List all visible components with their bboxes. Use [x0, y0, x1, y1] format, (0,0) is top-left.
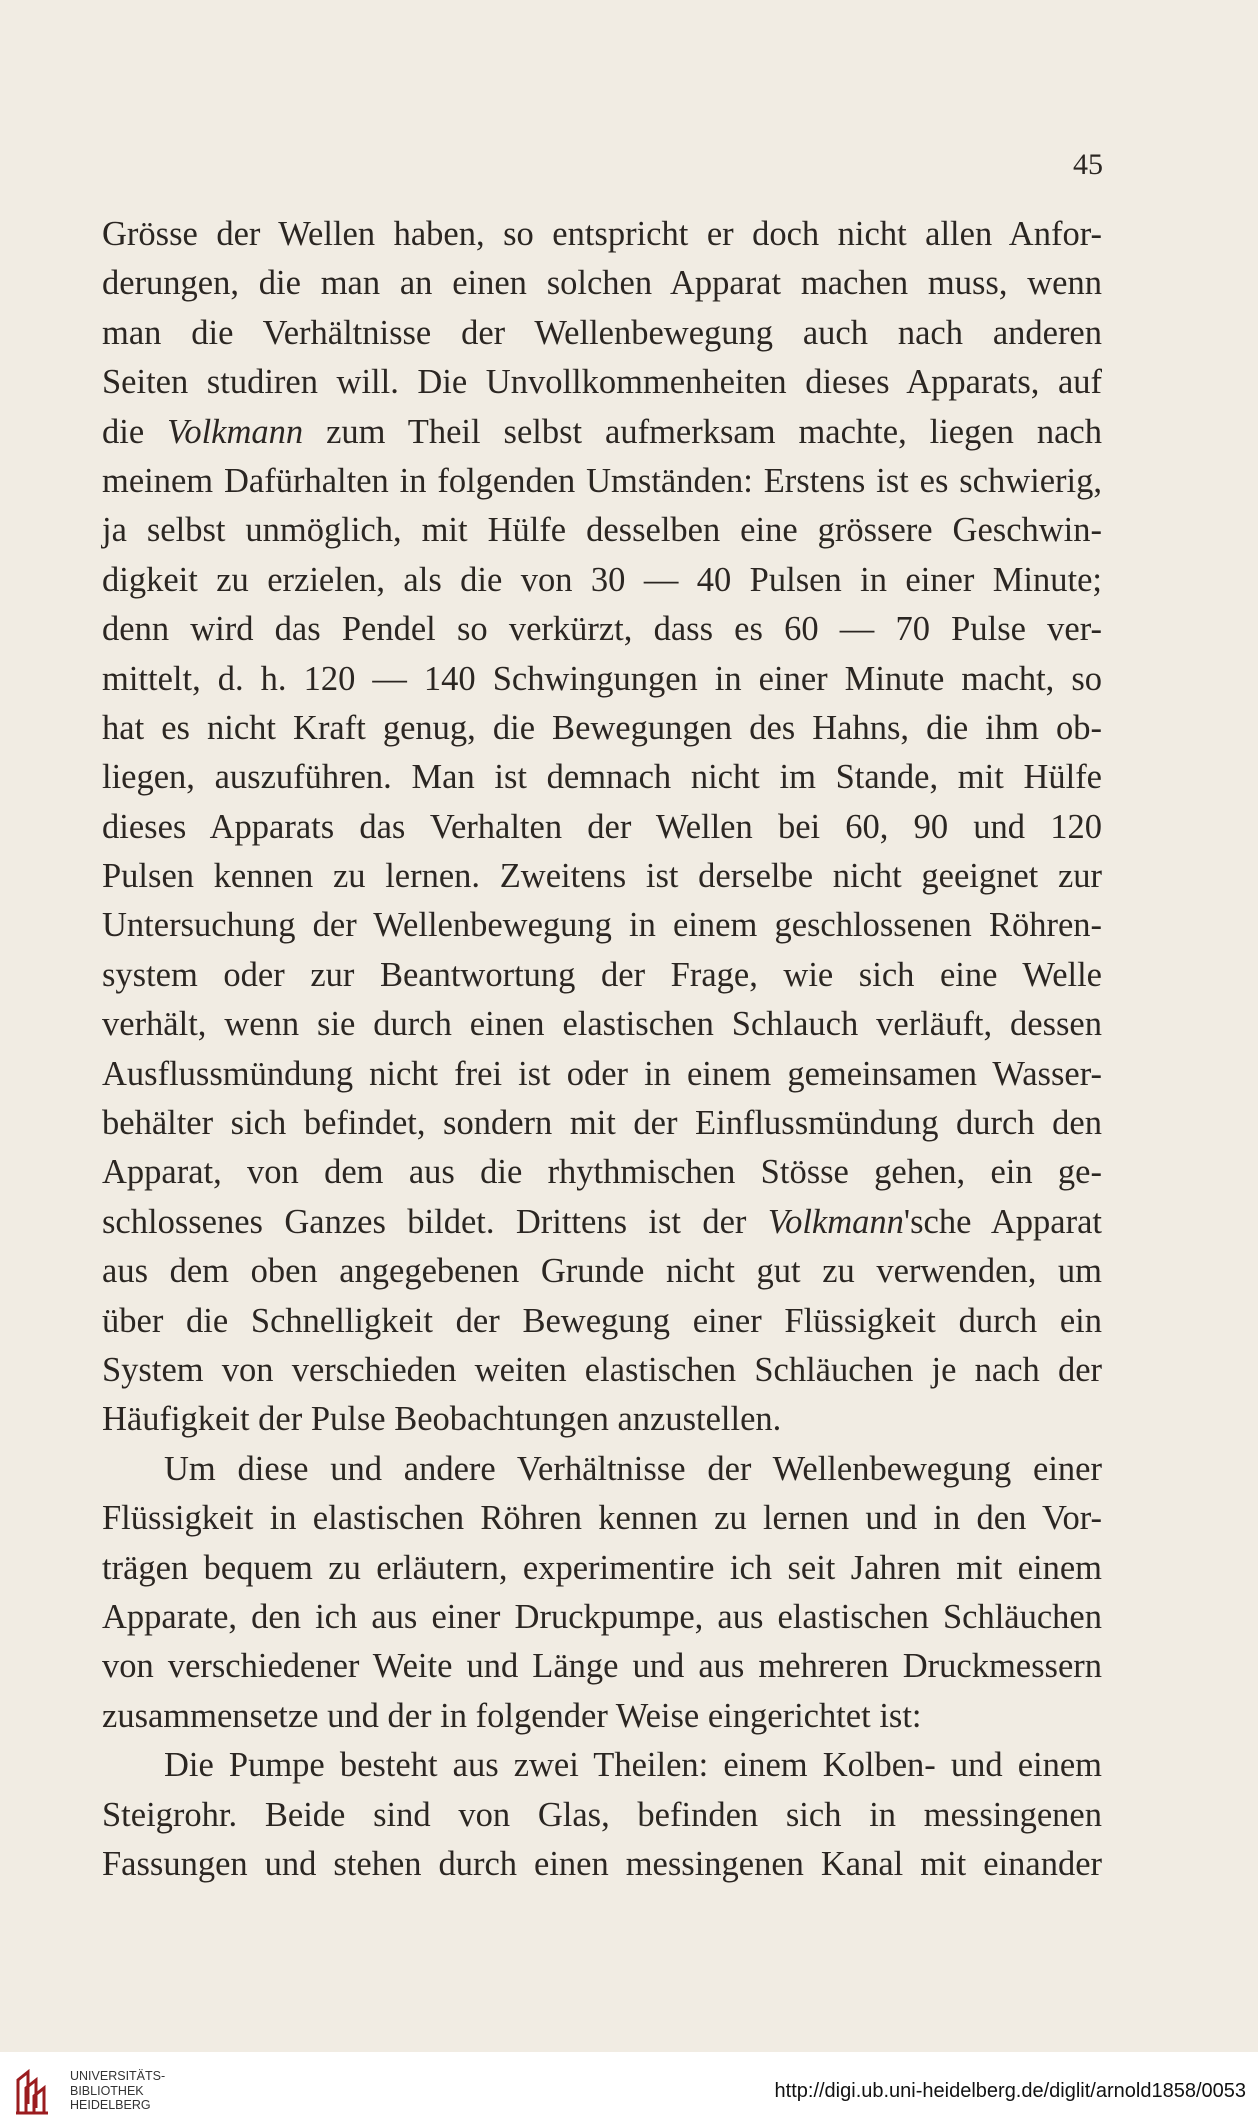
text-line: hat es nicht Kraft genug, die Bewegungen des Hahns, die ihm ob- [102, 708, 1102, 747]
text-segment: die [102, 412, 168, 451]
paragraph-end-line: zusammensetze und der in folgender Weise eingerichtet ist: [102, 1696, 922, 1735]
paragraph-start-line: Um diese und andere Verhältnisse der Wellenbewegung einer [164, 1449, 1102, 1488]
text-line: über die Schnelligkeit der Bewegung einer Flüssigkeit durch ein [102, 1301, 1102, 1340]
text-segment: schlossenes Ganzes bildet. Drittens ist der [102, 1202, 768, 1241]
library-name-line: BIBLIOTHEK [70, 2083, 144, 2098]
text-line: mittelt, d. h. 120 — 140 Schwingungen in einer Minute macht, so [102, 659, 1102, 698]
text-line: Untersuchung der Wellenbewegung in einem geschlossenen Röhren- [102, 906, 1102, 945]
body-text [102, 210, 1102, 1889]
text-line: system oder zur Beantwortung der Frage, wie sich eine Welle [102, 955, 1102, 994]
text-line: Ausflussmündung nicht frei ist oder in einem gemeinsamen Wasser- [102, 1054, 1102, 1093]
text-line: dieses Apparats das Verhalten der Wellen bei 60, 90 und 120 [102, 807, 1102, 846]
text-line: Flüssigkeit in elastischen Röhren kennen zu lernen und in den Vor- [102, 1499, 1102, 1538]
italic-name: Volkmann [167, 412, 304, 451]
text-line: man die Verhältnisse der Wellenbewegung auch nach anderen [102, 313, 1102, 352]
text-line: Apparat, von dem aus die rhythmischen Stösse gehen, ein ge- [102, 1153, 1102, 1192]
text-line: denn wird das Pendel so verkürzt, dass es 60 — 70 Pulse ver- [102, 610, 1102, 649]
text-line: Seiten studiren will. Die Unvollkommenheiten dieses Apparats, auf [102, 363, 1102, 402]
text-line: Apparate, den ich aus einer Druckpumpe, aus elastischen Schläuchen [102, 1597, 1102, 1636]
footer-bar [0, 2052, 1258, 2126]
text-line: Fassungen und stehen durch einen messingenen Kanal mit einander [102, 1844, 1102, 1883]
text-segment: 'sche Apparat [903, 1202, 1103, 1241]
text-segment: zum Theil selbst aufmerksam machte, liegen nach [303, 412, 1102, 451]
source-url-link[interactable]: http://digi.ub.uni-heidelberg.de/diglit/arnold1858/0053 [774, 2080, 1246, 2102]
text-line: behälter sich befindet, sondern mit der Einflussmündung durch den [102, 1104, 1102, 1143]
text-line [102, 1198, 1102, 1247]
text-line: meinem Dafürhalten in folgenden Umständen: Erstens ist es schwierig, [102, 461, 1102, 500]
text-line: aus dem oben angegebenen Grunde nicht gut zu verwenden, um [102, 1252, 1102, 1291]
text-line: verhält, wenn sie durch einen elastischen Schlauch verläuft, dessen [102, 1005, 1102, 1044]
university-library-logo-icon[interactable] [14, 2068, 56, 2116]
page-number: 45 [1073, 148, 1103, 181]
text-line: Grösse der Wellen haben, so entspricht er doch nicht allen Anfor- [102, 215, 1102, 253]
paragraph-start-line: Die Pumpe besteht aus zwei Theilen: einem Kolben- und einem [164, 1746, 1102, 1785]
text-line: derungen, die man an einen solchen Apparat machen muss, wenn [102, 264, 1102, 303]
library-name-line: UNIVERSITÄTS- [70, 2069, 166, 2083]
text-line: System von verschieden weiten elastischen Schläuchen je nach der [102, 1350, 1102, 1389]
paragraph-end-line: Häufigkeit der Pulse Beobachtungen anzustellen. [102, 1400, 782, 1439]
text-line: digkeit zu erzielen, als die von 30 — 40 Pulsen in einer Minute; [102, 560, 1102, 599]
text-line [102, 408, 1102, 457]
library-name-line: HEIDELBERG [70, 2098, 151, 2112]
text-line: trägen bequem zu erläutern, experimentire ich seit Jahren mit einem [102, 1548, 1102, 1587]
text-line: liegen, auszuführen. Man ist demnach nicht im Stande, mit Hülfe [102, 758, 1102, 797]
italic-name: Volkmann [767, 1202, 904, 1241]
text-line: Steigrohr. Beide sind von Glas, befinden sich in messingenen [102, 1795, 1102, 1834]
text-line: von verschiedener Weite und Länge und aus mehreren Druckmessern [102, 1647, 1102, 1686]
text-line: Pulsen kennen zu lernen. Zweitens ist derselbe nicht geeignet zur [102, 857, 1102, 896]
library-name [70, 2069, 165, 2113]
text-line: ja selbst unmöglich, mit Hülfe desselben eine grössere Geschwin- [102, 511, 1102, 550]
